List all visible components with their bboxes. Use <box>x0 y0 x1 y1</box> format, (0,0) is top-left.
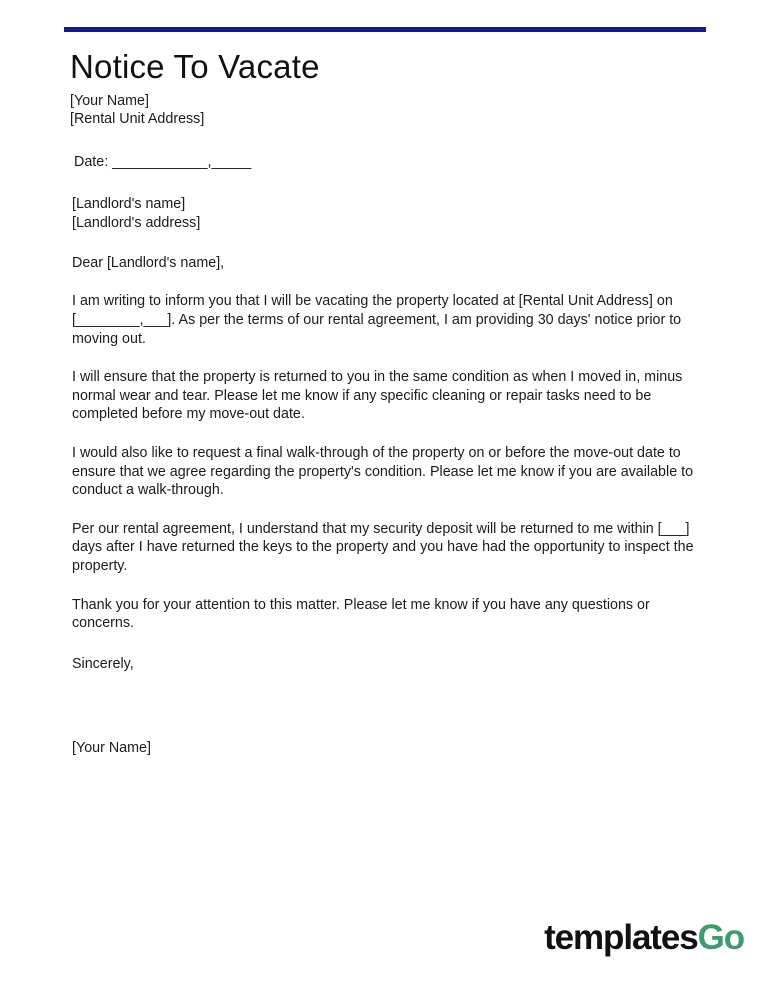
body-paragraph-5: Thank you for your attention to this matter. Please let me know if you have any questions or concerns. <box>72 596 650 632</box>
page-title: Notice To Vacate <box>70 48 320 85</box>
sender-name-placeholder: [Your Name] <box>70 93 149 109</box>
body-paragraph-1: I am writing to inform you that I will be vacating the property located at [Rental Unit Address] on [________,___]. As per the terms of our rental agreement, I am providing 30 days' notice prior to moving out. <box>72 293 682 347</box>
logo-accent-text: Go <box>697 918 744 957</box>
body-paragraph-2: I will ensure that the property is returned to you in the same condition as when I moved in, minus normal wear and tear. Please let me know if any specific cleaning or repair tasks need to be completed before my move-out date. <box>72 369 683 423</box>
document-body <box>70 48 696 758</box>
sender-block <box>70 92 696 129</box>
body-paragraph-4: Per our rental agreement, I understand that my security deposit will be returned to me within [___] days after I have returned the keys to the property and you have had the opportunity to inspect the property. <box>72 520 694 574</box>
signature-name-placeholder: [Your Name] <box>72 740 151 757</box>
header-accent-rule <box>64 27 706 32</box>
body-paragraph-3: I would also like to request a final walk-through of the property on or before the move-out date to ensure that we agree regarding the property's condition. Please let me know if you are available to conduct a walk-through. <box>72 445 694 499</box>
logo-primary-text: templates <box>544 918 698 957</box>
sender-address-placeholder: [Rental Unit Address] <box>70 111 205 128</box>
salutation-line: Dear [Landlord's name], <box>72 255 225 272</box>
date-line: Date: ____________,_____ <box>74 153 252 170</box>
recipient-address-placeholder: [Landlord's address] <box>72 214 201 231</box>
recipient-name-placeholder: [Landlord's name] <box>72 196 186 213</box>
closing-line: Sincerely, <box>72 655 134 672</box>
templatesgo-logo <box>544 918 744 958</box>
recipient-block <box>72 195 696 232</box>
